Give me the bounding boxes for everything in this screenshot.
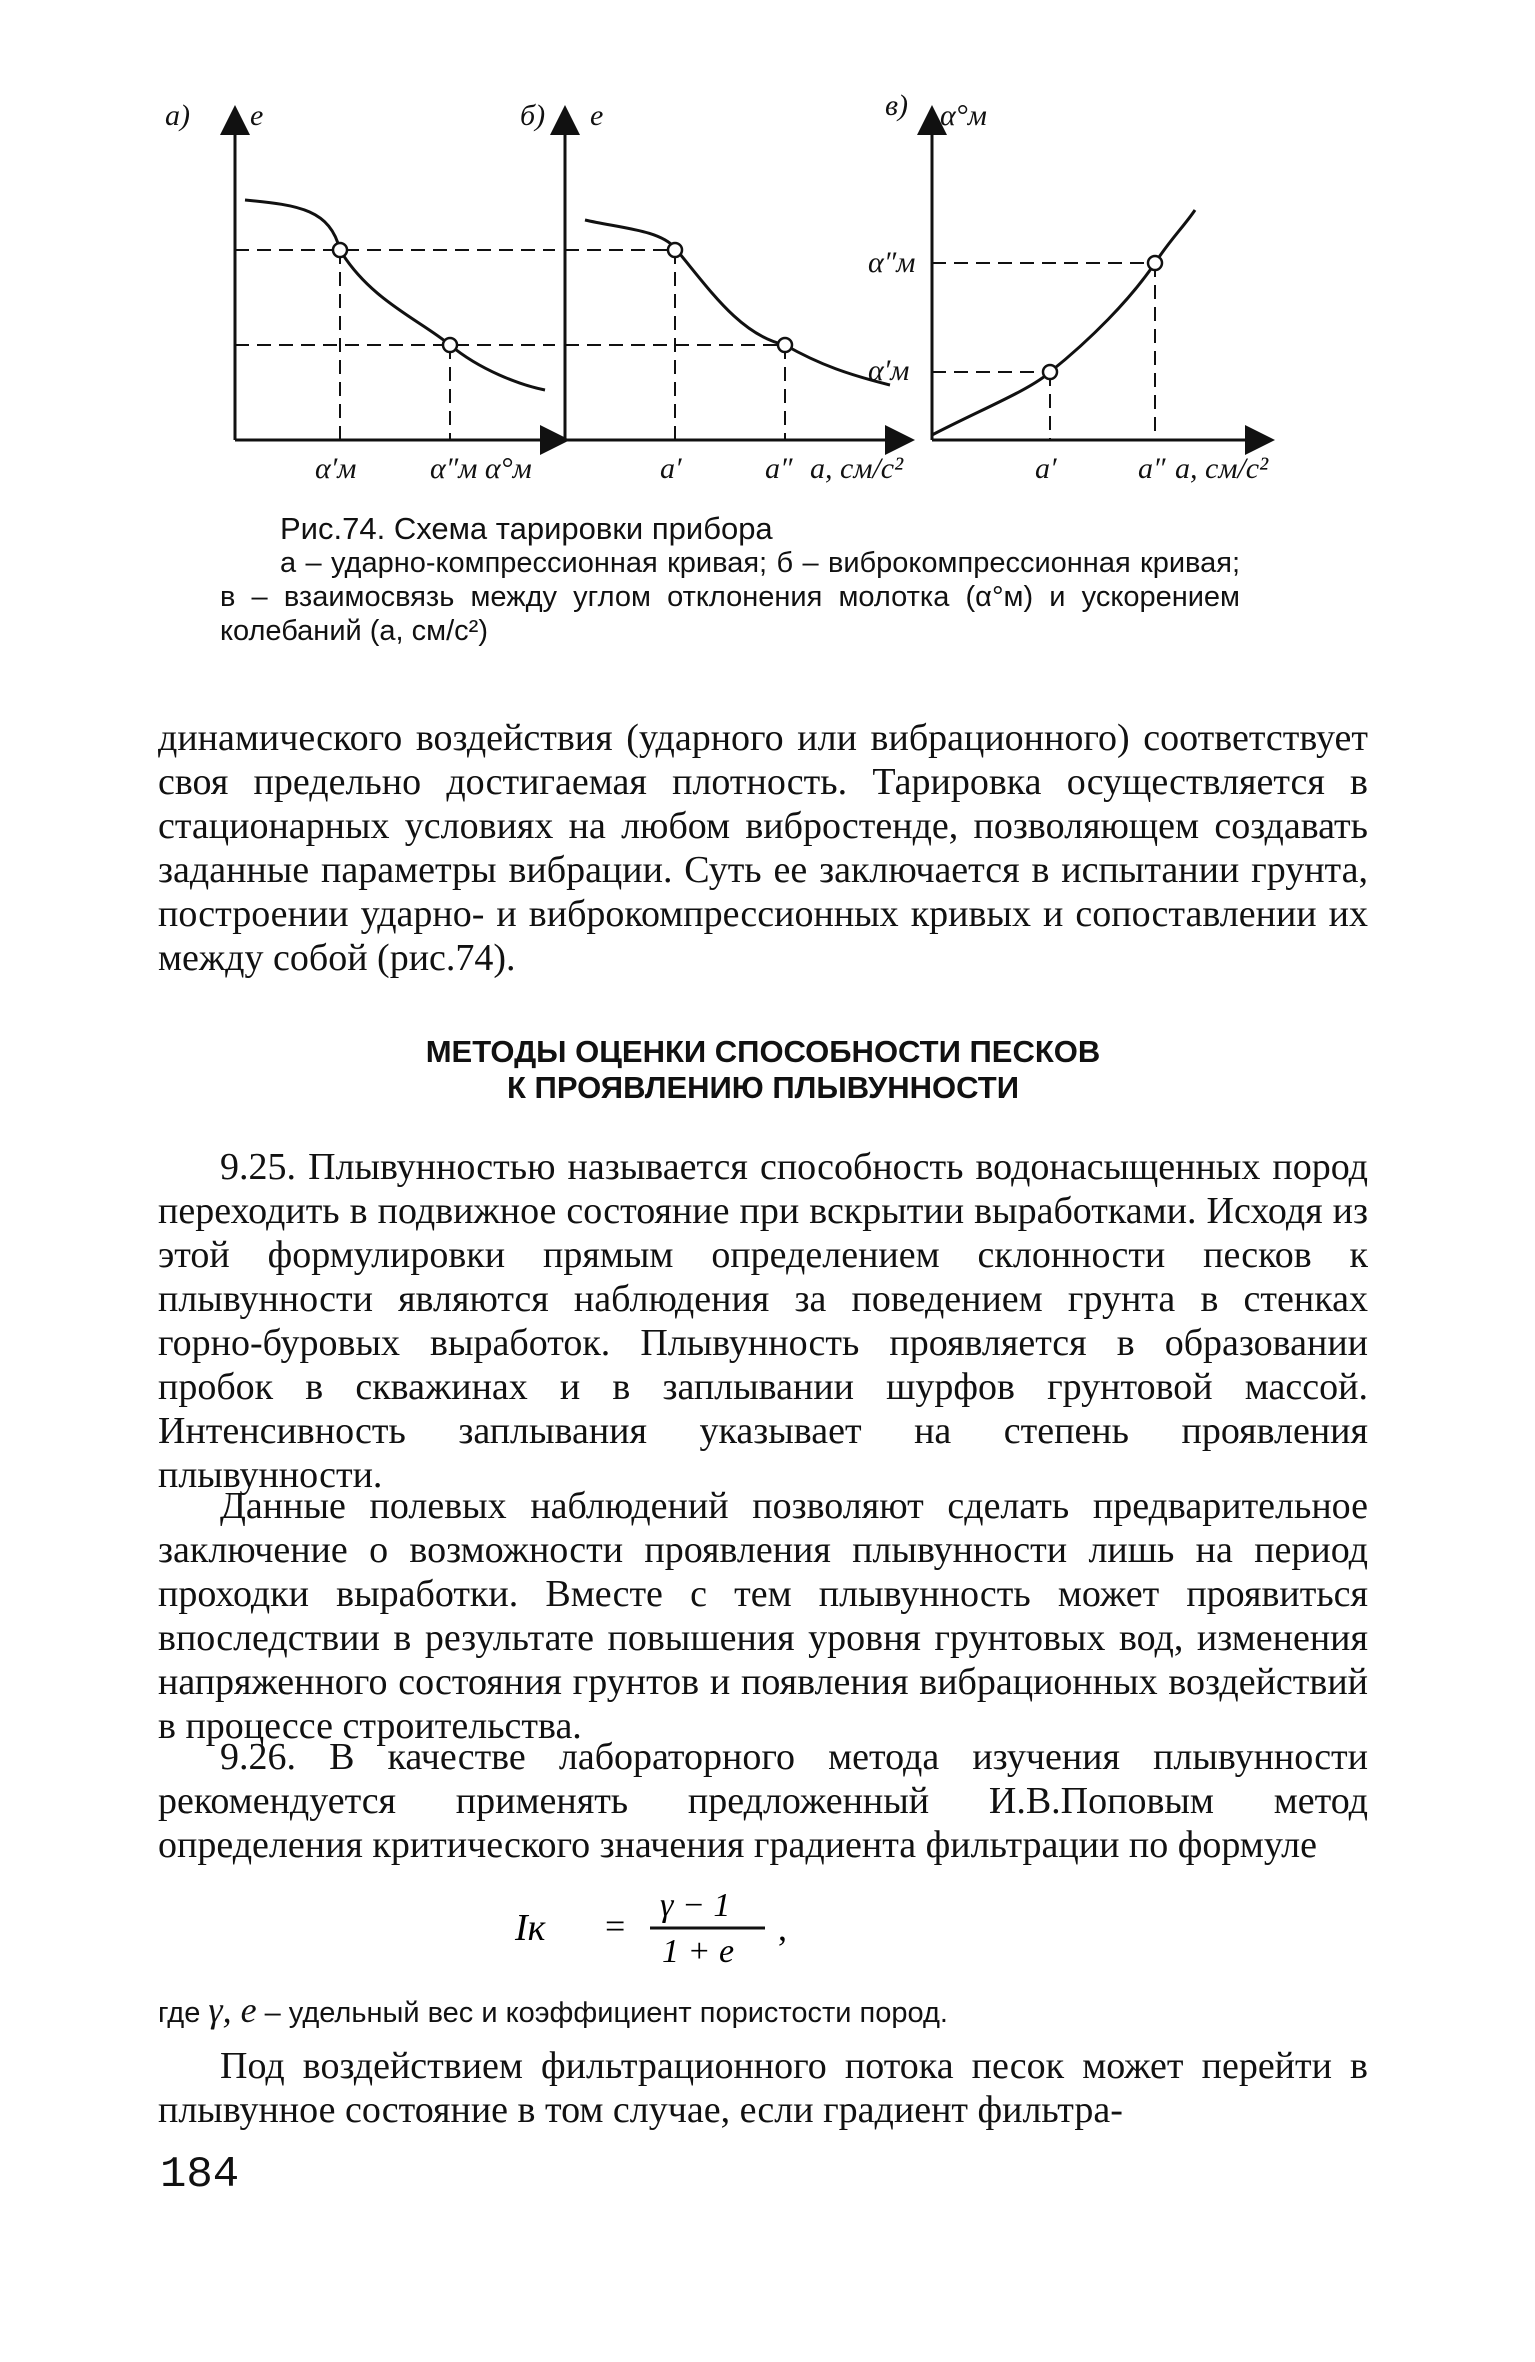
paragraph-9-26: 9.26. В качестве лабораторного метода изучения плывунности рекомендуется применять предложенный И.В.Поповым метод определения критического значения градиента фильтрации по формуле — [158, 1736, 1368, 1866]
panel-a-y-axis-label: e — [250, 99, 264, 132]
formula-critical-gradient — [510, 1880, 870, 1970]
panel-c-label: в) — [885, 89, 909, 122]
where-symbols: γ, e — [208, 1990, 257, 2030]
panel-c-tick-1: a′ — [1035, 452, 1057, 485]
panel-b-tick-2: a″ — [765, 452, 793, 485]
paragraph-last: Под воздействием фильтрационного потока песок может перейти в плывунное состояние в том случае, если градиент фильтра- — [158, 2045, 1368, 2131]
paragraph-9-25: 9.25. Плывунностью называется способность водонасыщенных пород переходить в подвижное состояние при вскрытии выработками. Исходя из этой формулировки прямым определением склонности песков к плывунности являются наблюдения за поведением грунта в стенках горно-буровых выработок. Плывунность проявляется в образовании пробок в скважинах и в заплывании шурфов грунтовой массой. Интенсивность заплывания указывает на степень проявления плывунности. — [158, 1146, 1368, 1496]
panel-b-curve — [585, 220, 890, 385]
panel-b-point-1 — [668, 243, 682, 257]
panel-c-y-tick-1: α″м — [868, 246, 916, 279]
panel-c-y-tick-2: α′м — [868, 354, 910, 387]
heading-line-2: К ПРОЯВЛЕНИЮ ПЛЫВУННОСТИ — [507, 1070, 1019, 1105]
where-prefix: где — [158, 1997, 201, 2029]
formula-denominator: 1 + e — [662, 1933, 735, 1970]
formula-legend — [158, 1990, 1368, 2033]
panel-a-tick-1: α′м — [315, 452, 357, 485]
formula-numerator: γ − 1 — [660, 1887, 731, 1924]
panel-a-point-1 — [333, 243, 347, 257]
panel-c — [868, 89, 1269, 485]
panel-c-tick-2: a″ — [1138, 452, 1166, 485]
panel-a-curve — [245, 200, 545, 390]
formula-graphic — [510, 1880, 870, 1970]
panel-b-point-2 — [778, 338, 792, 352]
panel-b — [520, 99, 904, 485]
heading-line-1: МЕТОДЫ ОЦЕНКИ СПОСОБНОСТИ ПЕСКОВ — [425, 1034, 1101, 1069]
panel-b-y-axis-label: e — [590, 99, 604, 132]
paragraph-1: динамического воздействия (ударного или вибрационного) соответствует своя предельно достигаемая плотность. Тарировка осуществляется в стационарных условиях на любом вибростенде, позволяющем создавать заданные параметры вибрации. Суть ее заключается в испытании грунта, построении ударно- и виброкомпрессионных кривых и сопоставлении их между собой (рис.74). — [158, 717, 1368, 979]
panel-a-label: а) — [165, 99, 190, 132]
panel-b-label: б) — [520, 99, 546, 132]
page-number: 184 — [160, 2150, 240, 2200]
formula-lhs: Iк — [515, 1907, 546, 1949]
panel-a-tick-2: α″м α°м — [430, 452, 532, 485]
panel-c-y-axis-label: α°м — [940, 99, 987, 132]
panel-c-x-unit: a, см/с² — [1175, 452, 1269, 485]
where-text: – удельный вес и коэффициент пористости пород. — [264, 1997, 948, 2029]
section-heading — [158, 1034, 1368, 1106]
formula-equals: = — [605, 1906, 626, 1946]
caption-body: а – ударно-компрессионная кривая; б – виброкомпрессионная кривая; в – взаимосвязь между углом отклонения молотка (α°м) и ускорением колебаний (а, см/с²) — [220, 547, 1240, 647]
panel-c-point-2 — [1148, 256, 1162, 270]
tarirovka-diagrams — [165, 89, 1320, 530]
panel-c-point-1 — [1043, 365, 1057, 379]
panel-b-tick-1: a′ — [660, 452, 682, 485]
panel-b-x-unit: a, см/с² — [810, 452, 904, 485]
panel-a — [165, 99, 555, 485]
formula-tail: , — [778, 1908, 787, 1948]
figure-caption — [220, 512, 1240, 648]
panel-a-point-2 — [443, 338, 457, 352]
paragraph-field-data: Данные полевых наблюдений позволяют сделать предварительное заключение о возможности проявления плывунности лишь на период проходки выработки. Вместе с тем плывунность может проявиться впоследствии в результате повышения уровня грунтовых вод, изменения напряженного состояния грунтов и появления вибрационных воздействий в процессе строительства. — [158, 1485, 1368, 1747]
caption-title: Рис.74. Схема тарировки прибора — [280, 511, 773, 546]
figure-74 — [165, 89, 1320, 530]
